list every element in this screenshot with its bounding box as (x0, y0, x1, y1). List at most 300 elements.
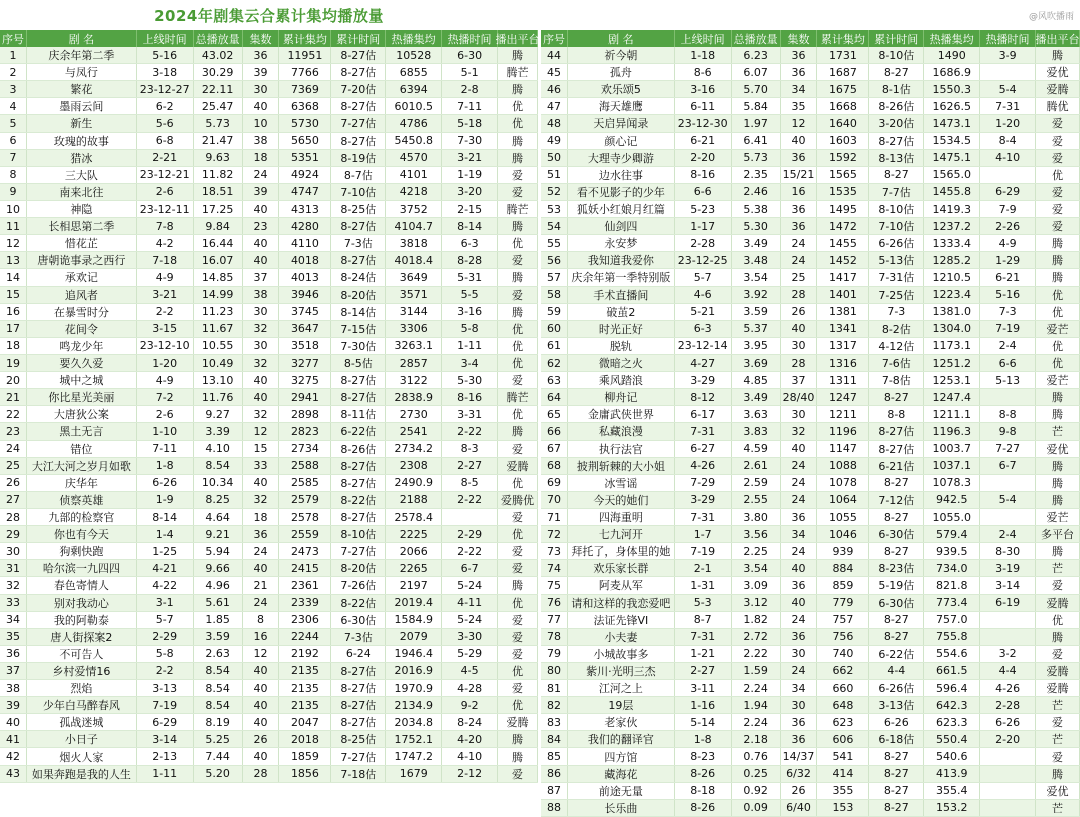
cell-release-date: 3-18 (137, 64, 194, 80)
table-row (0, 577, 538, 594)
cell-rank: 75 (541, 577, 568, 593)
table-row (541, 577, 1080, 594)
table-row (0, 475, 538, 492)
cell-peak-date: 2-8 (442, 81, 498, 97)
cell-episodes: 32 (243, 406, 280, 422)
cell-title: 新生 (27, 115, 137, 131)
cell-peak-date: 5-24 (442, 612, 498, 628)
cell-peak-date: 9-8 (980, 423, 1036, 439)
cell-title: 小城故事多 (568, 646, 675, 662)
cell-cumulative-date: 8-27估 (331, 372, 386, 388)
cell-title: 孤舟 (568, 64, 675, 80)
cell-cumulative-avg: 756 (817, 629, 869, 645)
cell-release-date: 2-6 (137, 184, 194, 200)
cell-rank: 50 (541, 150, 568, 166)
cell-total-views: 21.47 (194, 133, 243, 149)
cell-title: 大江大河之岁月如歌 (27, 458, 137, 474)
cell-episodes: 6/40 (781, 800, 818, 816)
cell-peak-date: 2-4 (980, 338, 1036, 354)
table-row (0, 509, 538, 526)
cell-episodes: 36 (781, 629, 818, 645)
cell-total-views: 3.39 (194, 423, 243, 439)
cell-cumulative-avg: 2941 (279, 389, 331, 405)
cell-rank: 27 (0, 492, 27, 508)
cell-cumulative-date: 7-27估 (331, 748, 386, 764)
cell-episodes: 36 (781, 714, 818, 730)
cell-peak-avg: 1752.1 (386, 731, 442, 747)
cell-total-views: 11.23 (194, 304, 243, 320)
cell-rank: 56 (541, 252, 568, 268)
cell-cumulative-date: 8-2估 (869, 321, 924, 337)
table-row (541, 287, 1080, 304)
cell-episodes: 40 (243, 201, 280, 217)
cell-title: 我的阿勒泰 (27, 612, 137, 628)
cell-title: 海天雄鹰 (568, 98, 675, 114)
cell-rank: 51 (541, 167, 568, 183)
cell-title: 阿麦从军 (568, 577, 675, 593)
cell-rank: 16 (0, 304, 27, 320)
cell-release-date: 23-12-25 (675, 252, 732, 268)
cell-platform: 腾 (1036, 766, 1080, 782)
cell-title: 错位 (27, 441, 137, 457)
cell-title: 柳舟记 (568, 389, 675, 405)
cell-peak-avg: 3306 (386, 321, 442, 337)
cell-peak-avg: 2188 (386, 492, 442, 508)
cell-total-views: 5.25 (194, 731, 243, 747)
cell-cumulative-date: 7-8估 (869, 372, 924, 388)
cell-peak-date: 3-31 (442, 406, 498, 422)
cell-total-views: 16.07 (194, 252, 243, 268)
cell-cumulative-avg: 2585 (279, 475, 331, 491)
cell-episodes: 40 (243, 98, 280, 114)
cell-release-date: 23-12-10 (137, 338, 194, 354)
cell-cumulative-avg: 7766 (279, 64, 331, 80)
cell-rank: 80 (541, 663, 568, 679)
cell-title: 长相思第二季 (27, 218, 137, 234)
cell-episodes: 21 (243, 577, 280, 593)
cell-cumulative-avg: 2135 (279, 680, 331, 696)
cell-peak-date: 6-29 (980, 184, 1036, 200)
cell-rank: 55 (541, 235, 568, 251)
cell-peak-date: 1-20 (980, 115, 1036, 131)
cell-title: 庆余年第二季 (27, 47, 137, 63)
cell-rank: 35 (0, 629, 27, 645)
cell-cumulative-avg: 1078 (817, 475, 869, 491)
cell-release-date: 2-1 (675, 560, 732, 576)
cell-episodes: 36 (781, 201, 818, 217)
cell-peak-avg: 1970.9 (386, 680, 442, 696)
cell-total-views: 7.44 (194, 748, 243, 764)
cell-peak-date: 3-20 (442, 184, 498, 200)
cell-cumulative-avg: 11951 (279, 47, 331, 63)
cell-cumulative-date: 8-10估 (869, 47, 924, 63)
table-row (541, 47, 1080, 64)
cell-rank: 73 (541, 543, 568, 559)
cell-cumulative-avg: 6368 (279, 98, 331, 114)
table-row (541, 663, 1080, 680)
cell-total-views: 11.67 (194, 321, 243, 337)
cell-cumulative-avg: 1455 (817, 235, 869, 251)
cell-cumulative-date: 8-27估 (869, 441, 924, 457)
cell-peak-avg: 2490.9 (386, 475, 442, 491)
cell-rank: 8 (0, 167, 27, 183)
table-row (0, 646, 538, 663)
cell-total-views: 5.37 (732, 321, 781, 337)
cell-cumulative-date: 7-3估 (331, 629, 386, 645)
cell-cumulative-avg: 1495 (817, 201, 869, 217)
cell-peak-date: 8-3 (442, 441, 498, 457)
header-title: 剧 名 (27, 30, 137, 47)
cell-peak-avg: 2016.9 (386, 663, 442, 679)
cell-cumulative-avg: 1668 (817, 98, 869, 114)
cell-cumulative-date: 7-26估 (331, 577, 386, 593)
cell-release-date: 5-3 (675, 595, 732, 611)
cell-release-date: 7-29 (675, 475, 732, 491)
cell-platform: 爱 (498, 646, 538, 662)
cell-peak-avg: 355.4 (924, 783, 980, 799)
cell-platform: 腾 (1036, 252, 1080, 268)
cell-cumulative-avg: 2415 (279, 560, 331, 576)
cell-platform: 爱 (498, 680, 538, 696)
cell-peak-date: 7-27 (980, 441, 1036, 457)
cell-rank: 85 (541, 748, 568, 764)
cell-episodes: 39 (243, 184, 280, 200)
cell-release-date: 6-17 (675, 406, 732, 422)
cell-release-date: 2-2 (137, 663, 194, 679)
cell-platform: 腾芒 (498, 389, 538, 405)
cell-cumulative-avg: 2579 (279, 492, 331, 508)
cell-peak-date: 6-7 (980, 458, 1036, 474)
cell-release-date: 23-12-30 (675, 115, 732, 131)
cell-total-views: 3.09 (732, 577, 781, 593)
cell-release-date: 2-13 (137, 748, 194, 764)
cell-release-date: 3-16 (675, 81, 732, 97)
cell-total-views: 2.61 (732, 458, 781, 474)
cell-peak-avg: 1419.3 (924, 201, 980, 217)
cell-peak-date: 7-11 (442, 98, 498, 114)
cell-cumulative-date: 8-7估 (331, 167, 386, 183)
cell-release-date: 8-12 (675, 389, 732, 405)
cell-peak-avg: 413.9 (924, 766, 980, 782)
cell-peak-avg: 1473.1 (924, 115, 980, 131)
cell-peak-date: 6-26 (980, 714, 1036, 730)
cell-peak-avg: 939.5 (924, 543, 980, 559)
cell-rank: 53 (541, 201, 568, 217)
header-episodes: 集数 (243, 30, 280, 47)
cell-cumulative-date: 7-20估 (331, 81, 386, 97)
cell-release-date: 2-20 (675, 150, 732, 166)
cell-cumulative-date: 6-30估 (331, 612, 386, 628)
header-peak-avg: 热播集均 (924, 30, 980, 47)
table-row (0, 612, 538, 629)
cell-total-views: 3.48 (732, 252, 781, 268)
cell-release-date: 8-18 (675, 783, 732, 799)
cell-cumulative-avg: 1147 (817, 441, 869, 457)
cell-cumulative-date: 8-27估 (331, 714, 386, 730)
cell-release-date: 6-29 (137, 714, 194, 730)
cell-episodes: 35 (781, 98, 818, 114)
cell-episodes: 6/32 (781, 766, 818, 782)
cell-peak-avg: 10528 (386, 47, 442, 63)
cell-cumulative-avg: 5351 (279, 150, 331, 166)
cell-release-date: 3-14 (137, 731, 194, 747)
table-row (541, 714, 1080, 731)
cell-release-date: 6-21 (675, 133, 732, 149)
cell-total-views: 3.95 (732, 338, 781, 354)
cell-total-views: 0.92 (732, 783, 781, 799)
cell-total-views: 0.76 (732, 748, 781, 764)
cell-rank: 47 (541, 98, 568, 114)
cell-peak-avg: 2197 (386, 577, 442, 593)
table-row (0, 389, 538, 406)
cell-rank: 5 (0, 115, 27, 131)
cell-cumulative-date: 8-27估 (869, 423, 924, 439)
cell-title: 手术直播间 (568, 287, 675, 303)
cell-total-views: 3.59 (194, 629, 243, 645)
table-row (541, 167, 1080, 184)
cell-peak-avg: 1285.2 (924, 252, 980, 268)
cell-episodes: 24 (781, 235, 818, 251)
cell-cumulative-avg: 2734 (279, 441, 331, 457)
cell-title: 繁花 (27, 81, 137, 97)
cell-cumulative-avg: 1452 (817, 252, 869, 268)
cell-cumulative-avg: 1592 (817, 150, 869, 166)
cell-episodes: 36 (781, 150, 818, 166)
cell-total-views: 3.69 (732, 355, 781, 371)
cell-cumulative-date: 8-22估 (331, 595, 386, 611)
cell-cumulative-avg: 1603 (817, 133, 869, 149)
cell-rank: 38 (0, 680, 27, 696)
cell-cumulative-avg: 2361 (279, 577, 331, 593)
table-row (541, 492, 1080, 509)
cell-cumulative-avg: 4280 (279, 218, 331, 234)
cell-release-date: 6-6 (675, 184, 732, 200)
cell-rank: 10 (0, 201, 27, 217)
cell-release-date: 7-11 (137, 441, 194, 457)
table-row (541, 98, 1080, 115)
cell-cumulative-avg: 2823 (279, 423, 331, 439)
cell-release-date: 7-18 (137, 252, 194, 268)
cell-platform: 爱 (1036, 184, 1080, 200)
cell-episodes: 14/37 (781, 748, 818, 764)
cell-platform: 腾 (1036, 492, 1080, 508)
cell-title: 老家伙 (568, 714, 675, 730)
cell-cumulative-date: 8-27 (869, 766, 924, 782)
cell-cumulative-date: 8-27估 (331, 47, 386, 63)
cell-release-date: 4-9 (137, 269, 194, 285)
cell-platform: 优 (498, 697, 538, 713)
cell-peak-date: 3-2 (980, 646, 1036, 662)
table-row (0, 697, 538, 714)
cell-cumulative-avg: 606 (817, 731, 869, 747)
cell-total-views: 2.24 (732, 680, 781, 696)
cell-cumulative-date: 8-27估 (331, 663, 386, 679)
cell-release-date: 4-21 (137, 560, 194, 576)
cell-episodes: 40 (243, 663, 280, 679)
table-row (0, 595, 538, 612)
cell-cumulative-date: 6-26估 (869, 235, 924, 251)
cell-total-views: 3.80 (732, 509, 781, 525)
cell-cumulative-date: 8-27 (869, 800, 924, 816)
cell-cumulative-avg: 1088 (817, 458, 869, 474)
table-row (541, 748, 1080, 765)
table-row (541, 680, 1080, 697)
cell-total-views: 11.76 (194, 389, 243, 405)
cell-release-date: 7-31 (675, 509, 732, 525)
cell-total-views: 3.59 (732, 304, 781, 320)
cell-peak-date (980, 748, 1036, 764)
cell-total-views: 5.94 (194, 543, 243, 559)
cell-peak-date: 8-24 (442, 714, 498, 730)
cell-peak-date: 2-22 (442, 543, 498, 559)
cell-cumulative-date: 7-30估 (331, 338, 386, 354)
table-row (541, 115, 1080, 132)
cell-total-views: 8.54 (194, 697, 243, 713)
cell-title: 颜心记 (568, 133, 675, 149)
cell-platform: 爱优 (1036, 441, 1080, 457)
cell-cumulative-avg: 541 (817, 748, 869, 764)
cell-rank: 28 (0, 509, 27, 525)
cell-title: 披荆斩棘的大小姐 (568, 458, 675, 474)
table-row (0, 406, 538, 423)
cell-title: 花间令 (27, 321, 137, 337)
cell-episodes: 40 (781, 321, 818, 337)
cell-rank: 9 (0, 184, 27, 200)
cell-cumulative-date: 8-1估 (869, 81, 924, 97)
cell-title: 欢乐颂5 (568, 81, 675, 97)
cell-release-date: 1-31 (675, 577, 732, 593)
cell-title: 猎冰 (27, 150, 137, 166)
cell-cumulative-avg: 779 (817, 595, 869, 611)
cell-rank: 23 (0, 423, 27, 439)
cell-total-views: 3.49 (732, 235, 781, 251)
cell-release-date: 5-6 (137, 115, 194, 131)
cell-episodes: 36 (243, 47, 280, 63)
cell-rank: 67 (541, 441, 568, 457)
cell-release-date: 5-23 (675, 201, 732, 217)
cell-platform: 优 (1036, 338, 1080, 354)
cell-cumulative-date: 3-20估 (869, 115, 924, 131)
cell-platform: 腾 (1036, 458, 1080, 474)
cell-release-date: 1-16 (675, 697, 732, 713)
cell-rank: 63 (541, 372, 568, 388)
cell-total-views: 3.63 (732, 406, 781, 422)
cell-cumulative-avg: 648 (817, 697, 869, 713)
cell-peak-avg: 1223.4 (924, 287, 980, 303)
cell-release-date: 4-2 (137, 235, 194, 251)
cell-cumulative-avg: 757 (817, 612, 869, 628)
cell-platform: 芒 (1036, 560, 1080, 576)
cell-rank: 13 (0, 252, 27, 268)
cell-total-views: 8.54 (194, 680, 243, 696)
table-row (0, 543, 538, 560)
cell-platform: 爱 (498, 287, 538, 303)
cell-rank: 69 (541, 475, 568, 491)
cell-peak-date: 3-30 (442, 629, 498, 645)
table-row (0, 526, 538, 543)
watermark-text: @风吹播雨 (1028, 12, 1074, 22)
cell-total-views: 10.49 (194, 355, 243, 371)
cell-total-views: 1.97 (732, 115, 781, 131)
cell-peak-date (980, 475, 1036, 491)
cell-cumulative-avg: 3275 (279, 372, 331, 388)
table-row (0, 201, 538, 218)
cell-total-views: 8.19 (194, 714, 243, 730)
cell-cumulative-avg: 2192 (279, 646, 331, 662)
table-row (541, 697, 1080, 714)
cell-peak-avg: 1475.1 (924, 150, 980, 166)
cell-episodes: 24 (781, 475, 818, 491)
cell-rank: 68 (541, 458, 568, 474)
cell-peak-avg: 596.4 (924, 680, 980, 696)
cell-cumulative-date: 4-12估 (869, 338, 924, 354)
cell-release-date: 6-11 (675, 98, 732, 114)
cell-episodes: 24 (781, 663, 818, 679)
cell-cumulative-avg: 2135 (279, 663, 331, 679)
cell-peak-date: 5-31 (442, 269, 498, 285)
cell-cumulative-date: 5-13估 (869, 252, 924, 268)
cell-cumulative-date: 8-22估 (331, 492, 386, 508)
cell-cumulative-avg: 2244 (279, 629, 331, 645)
cell-cumulative-date: 8-27估 (331, 98, 386, 114)
cell-peak-avg: 2734.2 (386, 441, 442, 457)
cell-cumulative-date: 8-27 (869, 475, 924, 491)
cell-cumulative-date: 8-27估 (331, 252, 386, 268)
cell-cumulative-date: 7-31估 (869, 269, 924, 285)
table-row (0, 235, 538, 252)
cell-release-date: 2-29 (137, 629, 194, 645)
header-peak-date: 热播时间 (980, 30, 1036, 47)
cell-peak-avg: 1211.1 (924, 406, 980, 422)
cell-platform: 爱 (498, 167, 538, 183)
cell-rank: 49 (541, 133, 568, 149)
cell-rank: 15 (0, 287, 27, 303)
cell-peak-date: 4-4 (980, 663, 1036, 679)
cell-peak-avg: 550.4 (924, 731, 980, 747)
cell-episodes: 40 (243, 748, 280, 764)
cell-release-date: 2-2 (137, 304, 194, 320)
cell-episodes: 26 (243, 731, 280, 747)
cell-cumulative-date: 8-27估 (331, 697, 386, 713)
cell-release-date: 2-27 (675, 663, 732, 679)
cell-rank: 32 (0, 577, 27, 593)
cell-peak-avg: 2225 (386, 526, 442, 542)
cell-total-views: 6.23 (732, 47, 781, 63)
table-header-right (541, 30, 1080, 47)
cell-peak-date: 3-16 (442, 304, 498, 320)
cell-platform: 爱腾 (1036, 663, 1080, 679)
cell-rank: 19 (0, 355, 27, 371)
cell-cumulative-avg: 3277 (279, 355, 331, 371)
cell-title: 烟火人家 (27, 748, 137, 764)
cell-peak-avg: 1237.2 (924, 218, 980, 234)
cell-total-views: 2.25 (732, 543, 781, 559)
cell-total-views: 3.12 (732, 595, 781, 611)
cell-platform: 爱 (498, 612, 538, 628)
cell-peak-avg: 6010.5 (386, 98, 442, 114)
cell-episodes: 28 (243, 766, 280, 782)
cell-platform: 腾 (498, 577, 538, 593)
cell-cumulative-avg: 1196 (817, 423, 869, 439)
cell-cumulative-avg: 1316 (817, 355, 869, 371)
table-row (541, 526, 1080, 543)
cell-episodes: 39 (243, 64, 280, 80)
table-row (541, 184, 1080, 201)
cell-total-views: 2.22 (732, 646, 781, 662)
cell-episodes: 28/40 (781, 389, 818, 405)
cell-title: 乘风踏浪 (568, 372, 675, 388)
cell-total-views: 2.24 (732, 714, 781, 730)
